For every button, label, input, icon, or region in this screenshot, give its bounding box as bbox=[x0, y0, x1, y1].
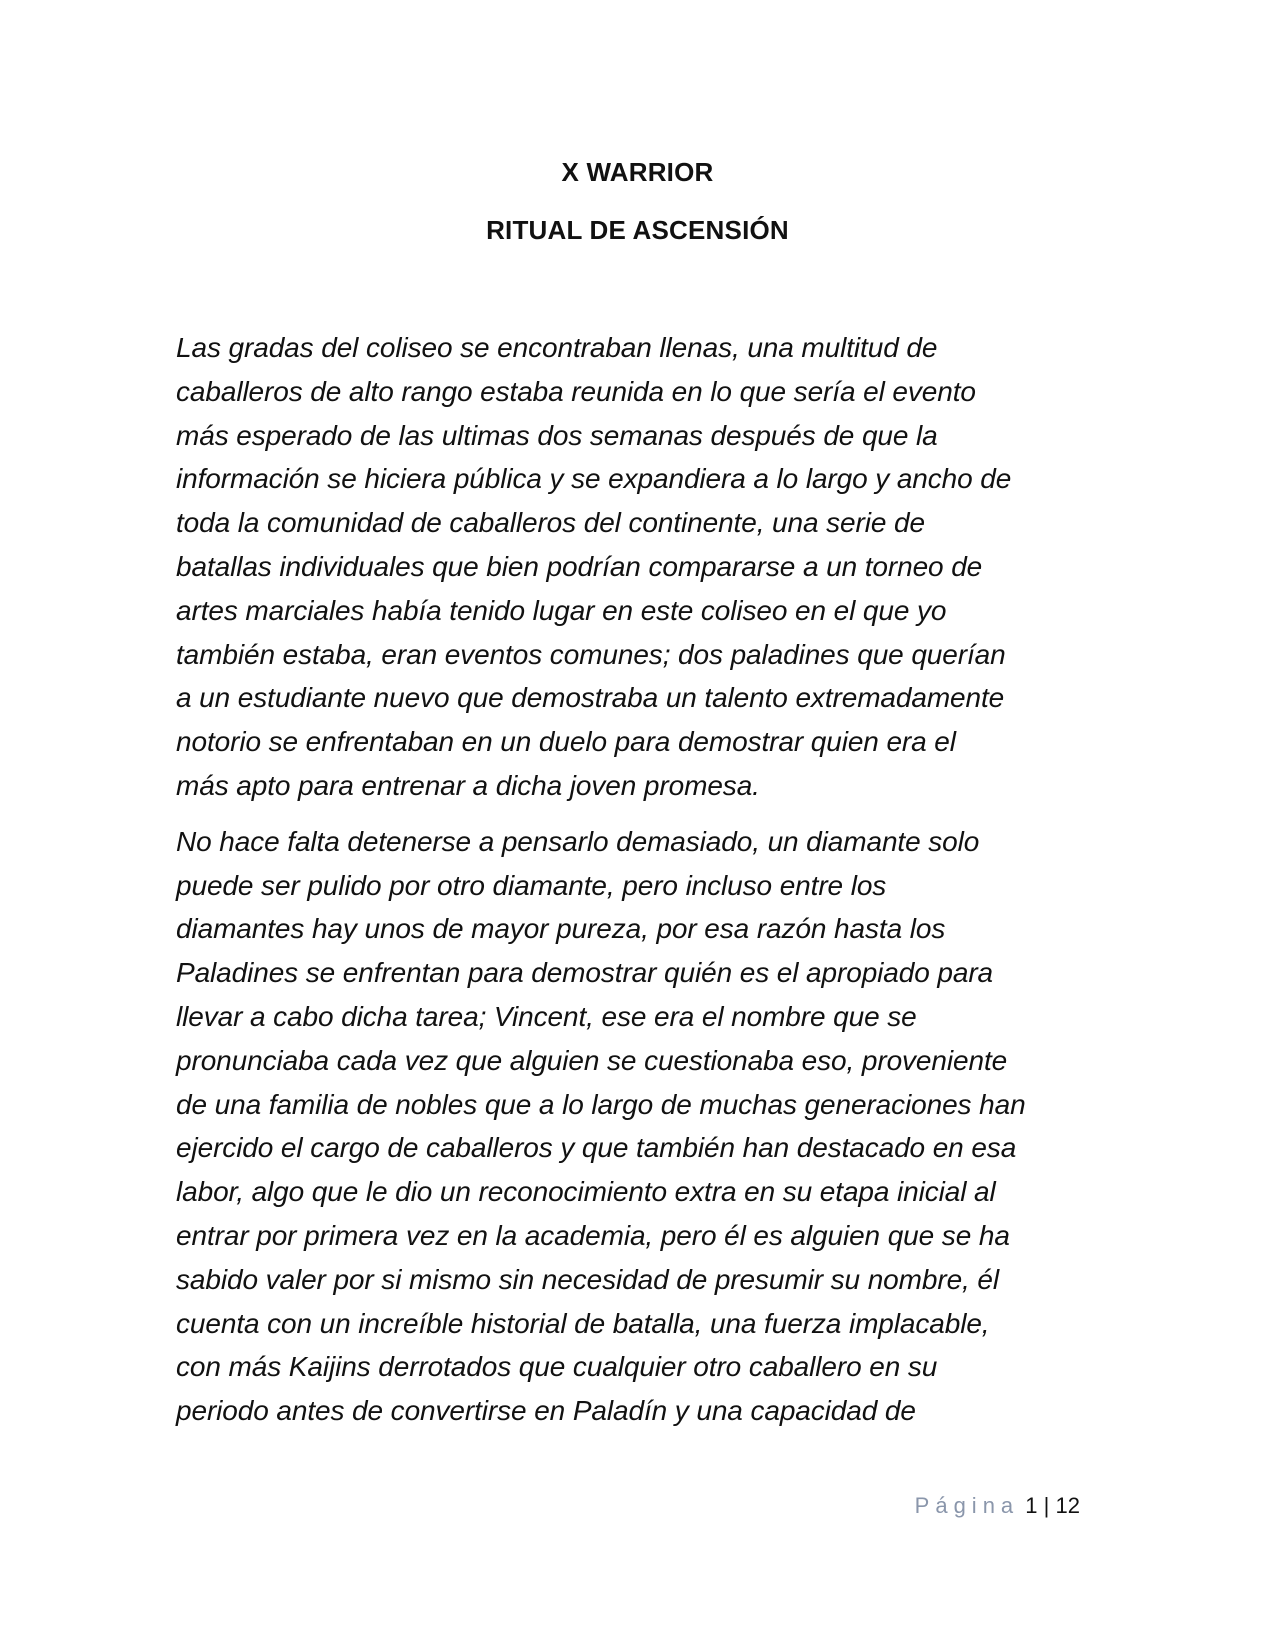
body-text bbox=[176, 326, 1106, 1445]
page-number: 1 bbox=[1025, 1493, 1038, 1518]
page-separator: | bbox=[1043, 1493, 1050, 1518]
title-block bbox=[0, 143, 1275, 259]
paragraph-1: Las gradas del coliseo se encontraban llenas, una multitud de caballeros de alto rango estaba reunida en lo que sería el evento más esperado de las ultimas dos semanas después de que la información se hiciera pública y se expandiera a lo largo y ancho de toda la comunidad de caballeros del continente, una serie de batallas individuales que bien podrían compararse a un torneo de artes marciales había tenido lugar en este coliseo en el que yo también estaba, eran eventos comunes; dos paladines que querían a un estudiante nuevo que demostraba un talento extremadamente notorio se enfrentaban en un duelo para demostrar quien era el más apto para entrenar a dicha joven promesa. bbox=[176, 332, 1012, 801]
page-footer bbox=[860, 1492, 1080, 1520]
document-subtitle: RITUAL DE ASCENSIÓN bbox=[486, 215, 789, 245]
page-word: Página bbox=[914, 1493, 1020, 1518]
document-title: X WARRIOR bbox=[561, 157, 714, 187]
total-pages: 12 bbox=[1055, 1493, 1080, 1518]
paragraph-2: No hace falta detenerse a pensarlo demasiado, un diamante solo puede ser pulido por otro diamante, pero incluso entre los diamantes hay unos de mayor pureza, por esa razón hasta los Paladines se enfrentan para demostrar quién es el apropiado para llevar a cabo dicha tarea; Vincent, ese era el nombre que se pronunciaba cada vez que alguien se cuestionaba eso, proveniente de una familia de nobles que a lo largo de muchas generaciones han ejercido el cargo de caballeros y que también han destacado en esa labor, algo que le dio un reconocimiento extra en su etapa inicial al entrar por primera vez en la academia, pero él es alguien que se ha sabido valer por si mismo sin necesidad de presumir su nombre, él cuenta con un increíble historial de batalla, una fuerza implacable, con más Kaijins derrotados que cualquier otro caballero en su periodo antes de convertirse en Paladín y una capacidad de bbox=[176, 825, 1026, 1427]
